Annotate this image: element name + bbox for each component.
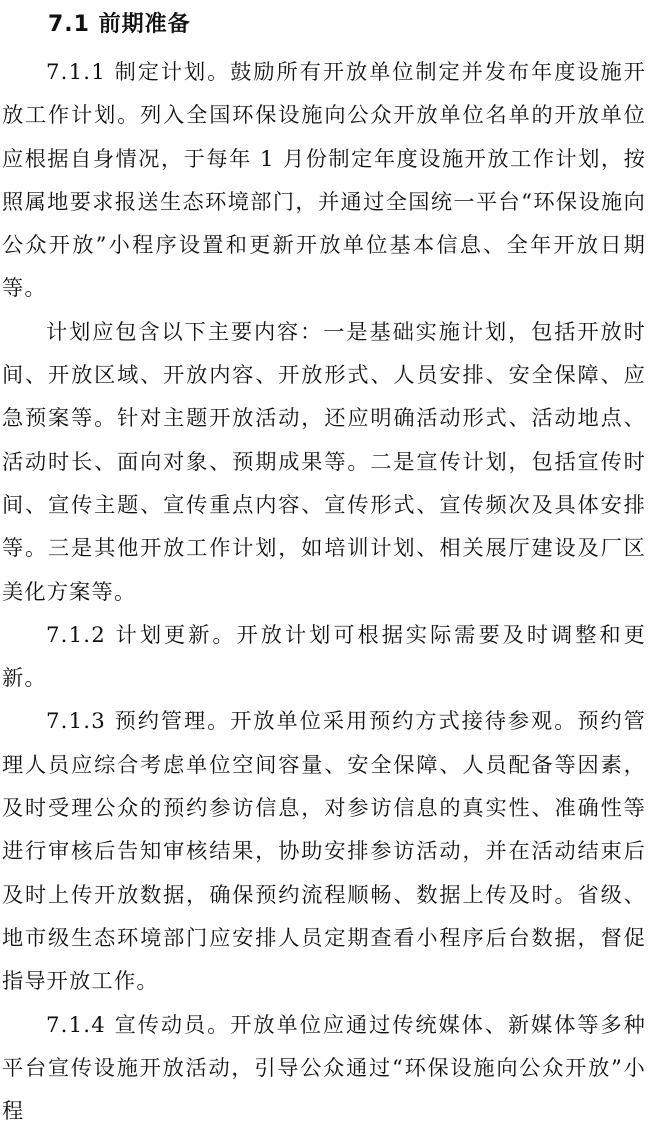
paragraph-7-1-4: 7.1.4 宣传动员。开放单位应通过传统媒体、新媒体等多种平台宣传设施开放活动，引导公众通过“环保设施向公众开放”小程 bbox=[2, 1011, 646, 1124]
section-heading: 7.1 前期准备 bbox=[48, 12, 191, 37]
paragraph-7-1-2: 7.1.2 计划更新。开放计划可根据实际需要及时调整和更新。 bbox=[2, 621, 646, 691]
paragraph-7-1-3: 7.1.3 预约管理。开放单位采用预约方式接待参观。预约管理人员应综合考虑单位空间容量、安全保障、人员配备等因素，及时受理公众的预约参访信息，对参访信息的真实性、准确性等进行审核后告知审核结果，协助安排参访活动，并在活动结束后及时上传开放数据，确保预约流程顺畅、数据上传及时。省级、地市级生态环境部门应安排人员定期查看小程序后台数据，督促指导开放工作。 bbox=[2, 708, 646, 994]
paragraph-plan-contents: 计划应包含以下主要内容：一是基础实施计划，包括开放时间、开放区域、开放内容、开放形式、人员安排、安全保障、应急预案等。针对主题开放活动，还应明确活动形式、活动地点、活动时长、面向对象、预期成果等。二是宣传计划，包括宣传时间、宣传主题、宣传重点内容、宣传形式、宣传频次及具体安排等。三是其他开放工作计划，如培训计划、相关展厅建设及厂区美化方案等。 bbox=[2, 318, 646, 604]
paragraph-7-1-1: 7.1.1 制定计划。鼓励所有开放单位制定并发布年度设施开放工作计划。列入全国环保设施向公众开放单位名单的开放单位应根据自身情况，于每年 1 月份制定年度设施开放工作计划，按照属地要求报送生态环境部门，并通过全国统一平台“环保设施向公众开放”小程序设置和更新开放单位基本信息、全年开放日期等。 bbox=[2, 59, 646, 301]
